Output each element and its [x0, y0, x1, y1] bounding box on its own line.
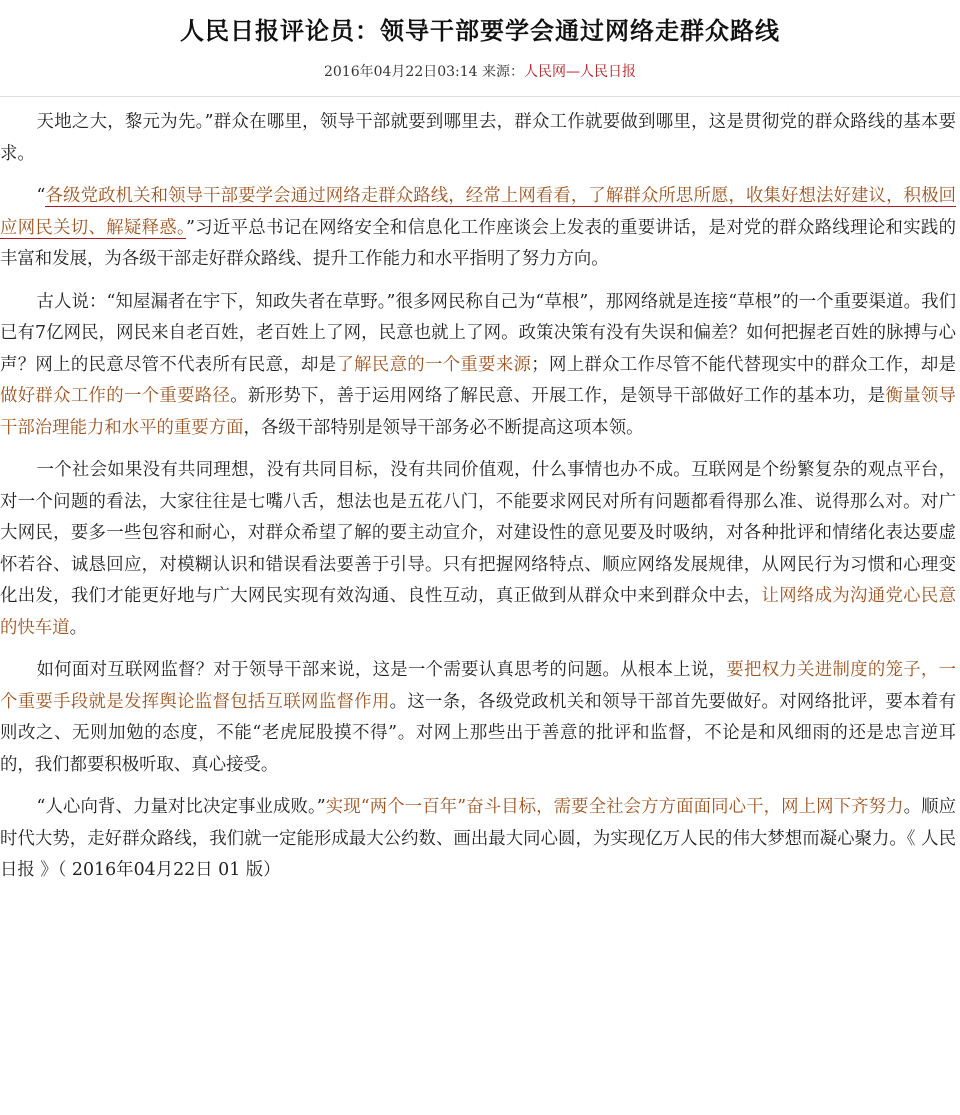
paragraph-4	[0, 455, 956, 644]
paragraph-3-text-a: 古人说：“知屋漏者在宇下，知政失者在草野。”很多网民称自己为“草根”，那网络就是连接“草根”的一个重要渠道。我们已有7亿网民，网民来自老百姓，老百姓上了网，民意也就上了网。政策决策有没有失误和偏差？如何把握老百姓的脉搏与心声？网上的民意尽管不代表所有民意，却是	[0, 291, 956, 375]
paragraph-3-text-d: ，各级干部特别是领导干部务必不断提高这项本领。	[243, 417, 644, 438]
highlight-1: 了解民意的一个重要来源	[336, 354, 532, 375]
article-body	[0, 97, 960, 887]
article-header	[0, 14, 960, 97]
highlight-3: 衡量领导干部治理能力和水平的重要方面	[0, 386, 956, 438]
paragraph-2	[0, 181, 956, 276]
paragraph-3-text-b: ；网上群众工作尽管不能代替现实中的群众工作，却是	[531, 354, 956, 375]
paragraph-5-text-b: 。这一条，各级党政机关和领导干部首先要做好。对网络批评，要本着有则改之、无则加勉的态度，不能“老虎屁股摸不得”。对网上那些出于善意的批评和监督，不论是和风细雨的还是忠言逆耳的，我们都要积极听取、真心接受。	[0, 691, 956, 775]
highlight-quote: 各级党政机关和领导干部要学会通过网络走群众路线，经常上网看看，了解群众所思所愿，收集好想法好建议，积极回应网民关切、解疑释惑。	[0, 186, 956, 238]
highlight-2: 做好群众工作的一个重要路径	[0, 386, 231, 406]
paragraph-6-text-b: 。顺应时代大势，走好群众路线，我们就一定能形成最大公约数、画出最大同心圆，为实现亿万人民的伟大梦想而凝心聚力。《 人民日报 》（ 2016年04月22日 01 版）	[0, 797, 956, 880]
paragraph-5-text-a: 如何面对互联网监督？对于领导干部来说，这是一个需要认真思考的问题。从根本上说，	[36, 660, 727, 680]
quote-open: “	[36, 186, 46, 206]
source-link[interactable]: 人民网—人民日报	[524, 64, 637, 80]
paragraph-6-text-a: “人心向背、力量对比决定事业成败。”	[36, 797, 326, 817]
highlight-6: 实现“两个一百年”奋斗目标，需要全社会方方面面同心干，网上网下齐努力	[325, 797, 904, 817]
paragraph-2-text: ”习近平总书记在网络安全和信息化工作座谈会上发表的重要讲话，是对党的群众路线理论和实践的丰富和发展，为各级干部走好群众路线、提升工作能力和水平指明了努力方向。	[0, 217, 956, 269]
paragraph-4-text-b: 。	[69, 617, 87, 638]
article-title: 人民日报评论员：领导干部要学会通过网络走群众路线	[180, 16, 780, 45]
paragraph-3	[0, 287, 956, 445]
paragraph-5	[0, 655, 956, 781]
source-label: 来源：	[482, 64, 525, 80]
paragraph-4-text-a: 一个社会如果没有共同理想，没有共同目标，没有共同价值观，什么事情也办不成。互联网是个纷繁复杂的观点平台，对一个问题的看法，大家往往是七嘴八舌，想法也是五花八门，不能要求网民对所有问题都看得那么准、说得那么对。对广大网民，要多一些包容和耐心，对群众希望了解的要主动宣介，对建设性的意见要及时吸纳，对各种批评和情绪化表达要虚怀若谷、诚恳回应，对模糊认识和错误看法要善于引导。只有把握网络特点、顺应网络发展规律，从网民行为习惯和心理变化出发，我们才能更好地与广大网民实现有效沟通、良性互动，真正做到从群众中来到群众中去，	[0, 460, 956, 606]
paragraph-1: 天地之大，黎元为先。”群众在哪里，领导干部就要到哪里去，群众工作就要做到哪里，这是贯彻党的群众路线的基本要求。	[0, 112, 956, 164]
highlight-5: 要把权力关进制度的笼子，一个重要手段就是发挥舆论监督包括互联网监督作用	[0, 660, 956, 712]
highlight-4: 让网络成为沟通党心民意的快车道	[0, 586, 956, 638]
paragraph-3-text-c: 。新形势下，善于运用网络了解民意、开展工作，是领导干部做好工作的基本功，是	[230, 386, 886, 406]
paragraph-6	[0, 792, 956, 887]
publish-date: 2016年04月22日03:14	[323, 64, 478, 80]
article-meta	[0, 62, 960, 82]
